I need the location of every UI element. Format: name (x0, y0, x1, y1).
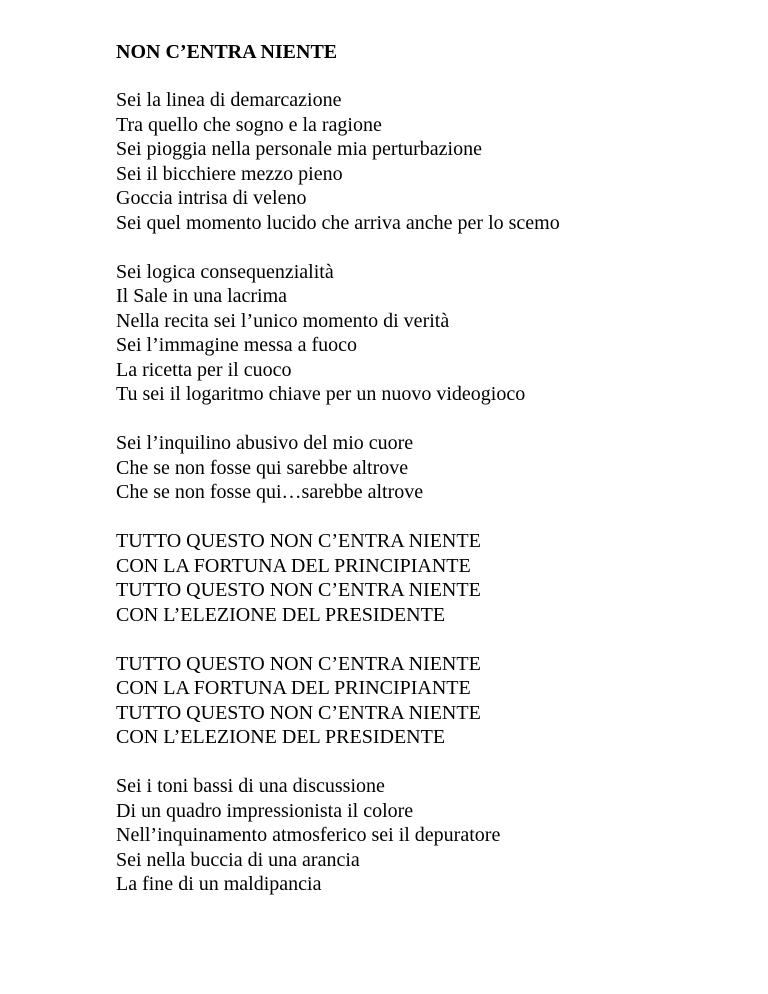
stanza-4 (116, 774, 756, 897)
chorus-line: CON LA FORTUNA DEL PRINCIPIANTE (116, 554, 471, 577)
chorus-line: TUTTO QUESTO NON C’ENTRA NIENTE (116, 701, 481, 724)
lyric-line: Sei i toni bassi di una discussione (116, 775, 385, 797)
lyric-line: Sei quel momento lucido che arriva anche per lo scemo (116, 211, 560, 234)
chorus-2 (116, 652, 756, 750)
chorus-1 (116, 529, 756, 627)
lyric-line: Tra quello che sogno e la ragione (116, 113, 382, 136)
lyric-line: Nella recita sei l’unico momento di verità (116, 309, 450, 332)
lyric-line: La fine di un maldipancia (116, 873, 322, 895)
lyric-line: Sei nella buccia di una arancia (116, 848, 360, 871)
lyrics-page (116, 40, 756, 921)
lyric-line: Di un quadro impressionista il colore (116, 799, 414, 822)
chorus-line: TUTTO QUESTO NON C’ENTRA NIENTE (116, 579, 481, 601)
lyric-line: Che se non fosse qui sarebbe altrove (116, 456, 409, 479)
lyric-line: Sei pioggia nella personale mia perturbazione (116, 138, 482, 160)
stanza-2 (116, 260, 756, 407)
lyric-line: Nell’inquinamento atmosferico sei il depuratore (116, 824, 501, 846)
chorus-line: CON L’ELEZIONE DEL PRESIDENTE (116, 603, 446, 626)
chorus-line: CON L’ELEZIONE DEL PRESIDENTE (116, 726, 446, 748)
lyric-line: Sei logica consequenzialità (116, 260, 334, 283)
lyric-line: Il Sale in una lacrima (116, 285, 288, 307)
stanza-1 (116, 88, 756, 235)
lyric-line: Che se non fosse qui…sarebbe altrove (116, 481, 424, 503)
lyric-line: Sei la linea di demarcazione (116, 89, 342, 111)
lyric-line: Goccia intrisa di veleno (116, 187, 307, 209)
chorus-line: TUTTO QUESTO NON C’ENTRA NIENTE (116, 652, 481, 675)
chorus-line: TUTTO QUESTO NON C’ENTRA NIENTE (116, 530, 481, 552)
stanza-3 (116, 431, 756, 505)
lyric-line: Sei l’inquilino abusivo del mio cuore (116, 432, 414, 454)
chorus-line: CON LA FORTUNA DEL PRINCIPIANTE (116, 677, 471, 699)
song-title: NON C’ENTRA NIENTE (116, 41, 338, 63)
lyric-line: Sei il bicchiere mezzo pieno (116, 162, 343, 185)
lyric-line: La ricetta per il cuoco (116, 358, 292, 381)
lyric-line: Tu sei il logaritmo chiave per un nuovo videogioco (116, 383, 526, 405)
lyric-line: Sei l’immagine messa a fuoco (116, 334, 358, 356)
